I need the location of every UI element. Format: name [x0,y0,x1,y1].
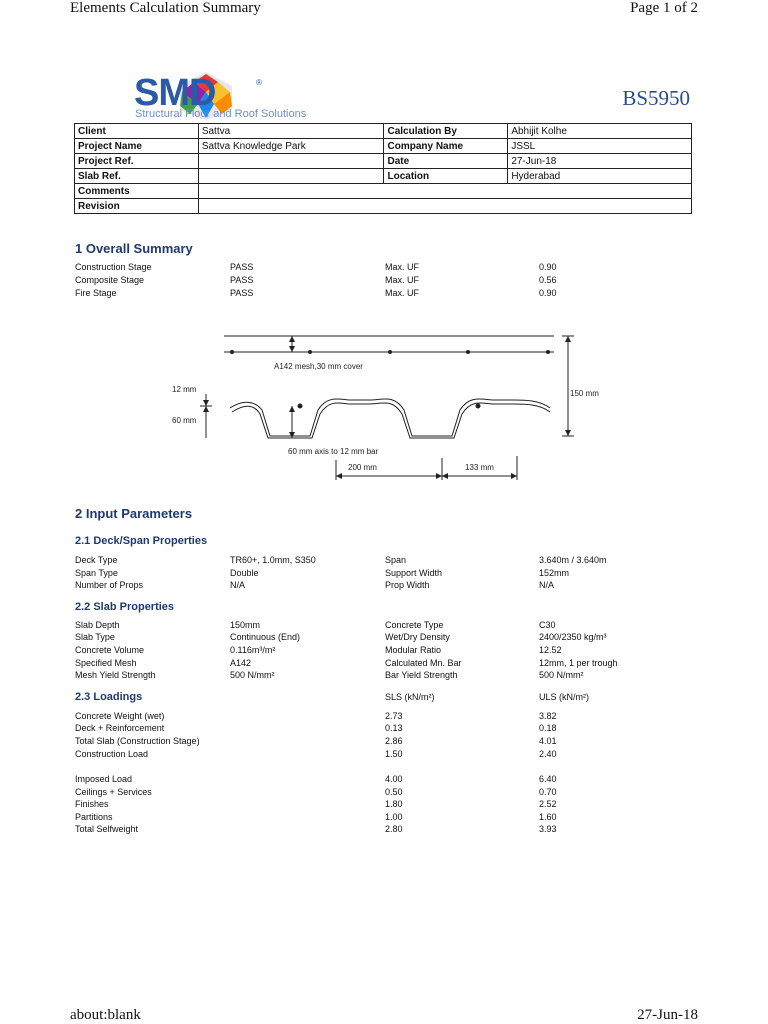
param-label: Concrete Type [385,620,444,630]
param-label: Slab Depth [75,620,120,630]
load-uls: 0.70 [539,787,557,797]
info-value: JSSL [508,139,692,154]
summary-uf-value: 0.90 [539,262,557,272]
table-row [75,154,692,169]
param-value: 3.640m / 3.640m [539,555,607,565]
slab-section-diagram [160,330,600,480]
list-item [75,824,695,836]
load-sls: 4.00 [385,774,403,784]
param-label: Prop Width [385,580,430,590]
load-sls: 0.50 [385,787,403,797]
info-label: Comments [75,184,199,199]
info-value: Sattva [198,124,384,139]
comments-value [198,184,691,199]
param-label: Number of Props [75,580,144,590]
summary-stage: Fire Stage [75,288,117,298]
param-label: Concrete Volume [75,645,145,655]
list-item [75,262,695,274]
summary-uf-value: 0.90 [539,288,557,298]
mesh-label: A142 mesh,30 mm cover [274,362,363,371]
load-label: Imposed Load [75,774,133,784]
param-value: 0.116m³/m² [230,645,276,655]
load-label: Concrete Weight (wet) [75,711,165,721]
info-value [198,154,384,169]
param-label: Calculated Mn. Bar [385,658,462,668]
load-uls: 2.52 [539,799,557,809]
param-label: Bar Yield Strength [385,670,458,680]
info-label: Project Ref. [75,154,199,169]
param-value: TR60+, 1.0mm, S350 [230,555,316,565]
print-footer-date: 27-Jun-18 [637,1007,698,1023]
list-item [75,799,695,811]
load-sls: 1.80 [385,799,403,809]
summary-result: PASS [230,275,254,285]
param-value: N/A [539,580,555,590]
dim-133-label: 133 mm [465,463,494,472]
param-value: 500 N/mm² [230,670,275,680]
param-value: Continuous (End) [230,632,301,642]
section-title-summary: 1 Overall Summary [75,241,193,256]
subsection-title-deck: 2.1 Deck/Span Properties [75,535,208,547]
load-sls: 2.73 [385,711,403,721]
info-label: Project Name [75,139,199,154]
dim-60-label: 60 mm [172,416,197,425]
param-label: Slab Type [75,632,115,642]
logo-registered-mark: ® [256,78,262,87]
param-value: C30 [539,620,556,630]
load-uls: 1.60 [539,812,557,822]
uls-column-header: ULS (kN/m²) [539,692,589,702]
list-item [75,670,695,682]
param-label: Modular Ratio [385,645,442,655]
load-uls: 3.93 [539,824,557,834]
info-label: Date [384,154,508,169]
list-item [75,711,695,723]
list-item [75,787,695,799]
list-item [75,774,695,786]
info-label: Slab Ref. [75,169,199,184]
load-label: Deck + Reinforcement [75,723,165,733]
design-standard: BS5950 [622,86,690,110]
param-value: 152mm [539,568,570,578]
load-uls: 4.01 [539,736,557,746]
info-value [198,169,384,184]
summary-stage: Composite Stage [75,275,145,285]
param-value: A142 [230,658,252,668]
param-label: Span [385,555,407,565]
info-label: Location [384,169,508,184]
load-label: Partitions [75,812,113,822]
table-row [75,139,692,154]
summary-uf-label: Max. UF [385,262,420,272]
logo-tagline: Structural Floor and Roof Solutions [135,108,307,120]
list-item [75,620,695,632]
load-label: Total Slab (Construction Stage) [75,736,200,746]
summary-uf-label: Max. UF [385,275,420,285]
load-sls: 1.00 [385,812,403,822]
info-value: Abhijit Kolhe [508,124,692,139]
info-label: Client [75,124,199,139]
load-label: Finishes [75,799,109,809]
list-item [75,568,695,580]
summary-uf-value: 0.56 [539,275,557,285]
info-value: 27-Jun-18 [508,154,692,169]
info-label: Calculation By [384,124,508,139]
print-footer-url: about:blank [70,1007,141,1023]
list-item [75,645,695,657]
table-row [75,124,692,139]
param-label: Wet/Dry Density [385,632,450,642]
table-row [75,169,692,184]
load-sls: 1.50 [385,749,403,759]
param-value: 150mm [230,620,261,630]
dim-12-label: 12 mm [172,385,197,394]
load-uls: 0.18 [539,723,557,733]
section-title-inputs: 2 Input Parameters [75,506,193,521]
table-row [75,199,692,214]
load-label: Construction Load [75,749,149,759]
info-label: Revision [75,199,199,214]
sls-column-header: SLS (kN/m²) [385,692,435,702]
summary-uf-label: Max. UF [385,288,420,298]
param-label: Specified Mesh [75,658,137,668]
param-value: 12mm, 1 per trough [539,658,618,668]
dim-200-label: 200 mm [348,463,377,472]
param-label: Mesh Yield Strength [75,670,156,680]
param-value: 500 N/mm² [539,670,584,680]
subsection-title-loadings: 2.3 Loadings [75,691,143,703]
info-label: Company Name [384,139,508,154]
list-item [75,288,695,300]
list-item [75,632,695,644]
load-uls: 3.82 [539,711,557,721]
load-label: Total Selfweight [75,824,139,834]
list-item [75,555,695,567]
param-label: Span Type [75,568,118,578]
list-item [75,812,695,824]
load-label: Ceilings + Services [75,787,152,797]
logo-wordmark: SMD [134,72,216,114]
list-item [75,749,695,761]
list-item [75,275,695,287]
load-sls: 0.13 [385,723,403,733]
dim-150-label: 150 mm [570,389,599,398]
param-label: Deck Type [75,555,118,565]
list-item [75,580,695,592]
param-value: N/A [230,580,246,590]
print-header-title: Elements Calculation Summary [70,0,261,16]
load-sls: 2.86 [385,736,403,746]
info-value: Sattva Knowledge Park [198,139,384,154]
param-value: 12.52 [539,645,562,655]
loadings-header [75,692,695,704]
summary-result: PASS [230,288,254,298]
load-sls: 2.80 [385,824,403,834]
table-row [75,184,692,199]
load-uls: 6.40 [539,774,557,784]
list-item [75,736,695,748]
list-item [75,658,695,670]
project-info-table [74,123,692,214]
param-value: Double [230,568,259,578]
summary-stage: Construction Stage [75,262,152,272]
param-label: Support Width [385,568,443,578]
param-value: 2400/2350 kg/m³ [539,632,607,642]
summary-result: PASS [230,262,254,272]
subsection-title-slab: 2.2 Slab Properties [75,601,175,613]
load-uls: 2.40 [539,749,557,759]
bar-label: 60 mm axis to 12 mm bar [288,447,379,456]
print-header-page-number: Page 1 of 2 [630,0,698,16]
revision-value [198,199,691,214]
list-item [75,723,695,735]
info-value: Hyderabad [508,169,692,184]
